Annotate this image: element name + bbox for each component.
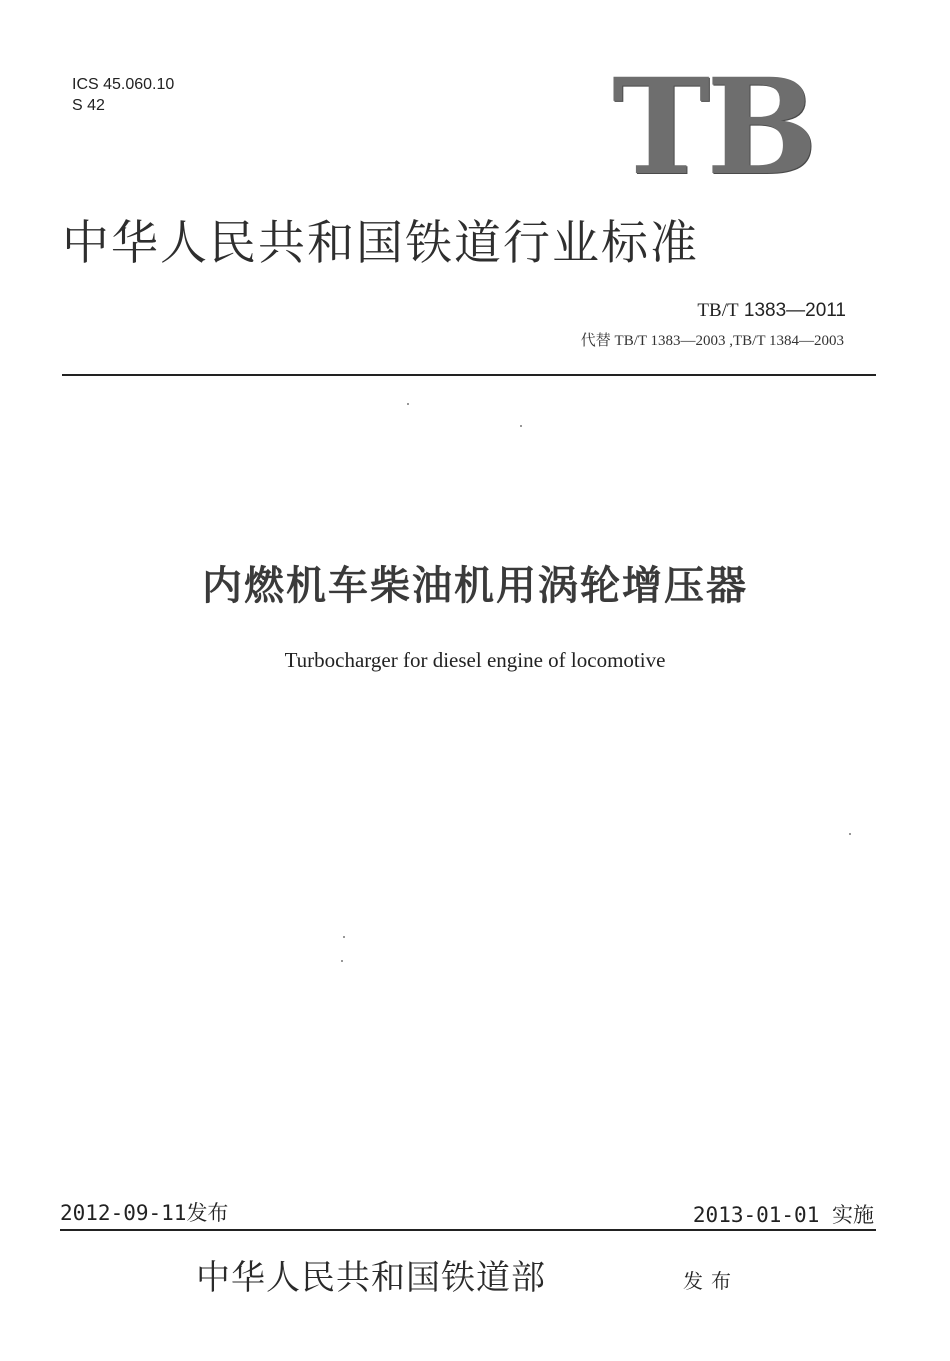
implementation-date [693,1202,874,1228]
implementation-date-label: 实施 [832,1203,874,1227]
classification-codes [72,74,174,116]
scan-speck [520,425,522,427]
scan-speck [407,403,409,405]
issue-date-value: 2012-09-11 [60,1201,187,1225]
standard-number-value: 1383—2011 [743,300,846,321]
scan-speck [341,960,343,962]
document-title-chinese: 内燃机车柴油机用涡轮增压器 [202,563,748,609]
replaces-note: 代替 TB/T 1383—2003 ,TB/T 1384—2003 [580,333,844,349]
implementation-date-value: 2013-01-01 [692,1203,820,1227]
ics-code: ICS 45.060.10 [72,76,175,93]
document-title-english: Turbocharger for diesel engine of locomotive [284,648,666,672]
issue-date-label: 发布 [186,1201,229,1225]
publisher-name: 中华人民共和国铁道部 [196,1258,546,1298]
footer-divider [60,1229,876,1231]
header-divider [62,374,876,376]
standard-number [697,300,846,322]
publisher-label: 发布 [683,1269,739,1293]
industry-standard-title: 中华人民共和国铁道行业标准 [62,216,699,271]
tb-logo: TB [612,50,814,205]
scan-speck [849,833,851,835]
scan-speck [343,936,345,938]
standard-number-prefix: TB/T [697,300,739,321]
ccs-code: S 42 [72,97,105,114]
issue-date [60,1200,228,1226]
